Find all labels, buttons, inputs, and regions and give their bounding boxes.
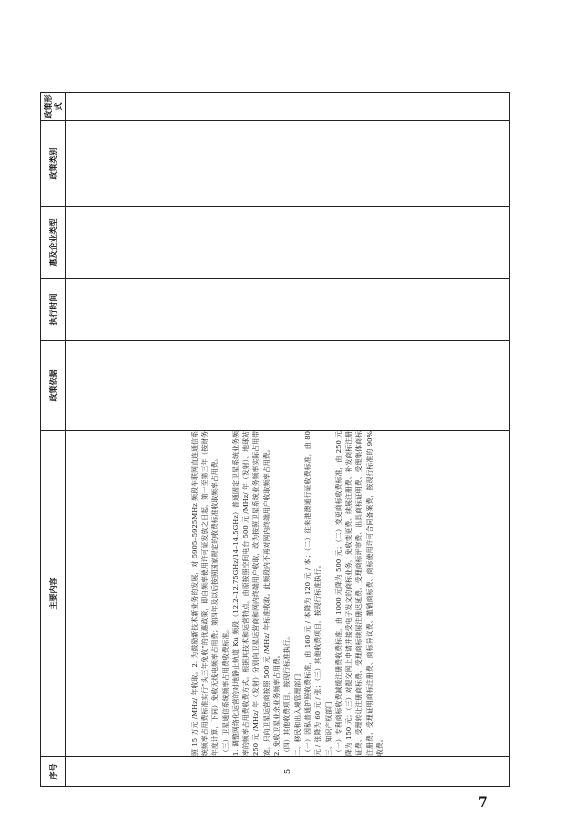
main-paragraph: 2. 免收卫星业余业务频率占用费。 xyxy=(273,651,282,756)
main-paragraph: 1. 调整网络化运营的对地静止轨道 Ku 频段（12.2–12.75GHz/14–14.5GHz）普通固定卫星系统业务频率的频率占用费收费方式。根据其技术和运营特点，由原按照空间电台 500 元 /MHz/ 年（发射）、地球站 250 元 /MHz/ 年（发射）分别向卫星运营商和网内终端用户收取，改为按照卫星系统业务频率实际占用带宽，只向卫星运营商按照 500 元 /MHz/ 年标准收取。此频段内不再对网内终端用户收取频率占用费。 xyxy=(231,431,271,756)
main-paragraph: 三、知识产权部门 xyxy=(324,701,333,756)
main-paragraph: 二、移民和出入境管理部门 xyxy=(293,673,302,756)
header-enterprise-type: 惠及企业类型 xyxy=(41,207,66,279)
row-number: 5 xyxy=(66,757,510,787)
header-main-content: 主要内容 xyxy=(41,431,66,757)
header-index: 序号 xyxy=(41,757,66,787)
main-content-cell xyxy=(66,431,510,757)
header-policy-category: 政策类别 xyxy=(41,121,66,207)
policy-table xyxy=(40,92,510,787)
policy-basis-cell xyxy=(66,341,510,431)
policy-table-rotated xyxy=(40,93,510,787)
table-header-row xyxy=(41,93,66,787)
main-paragraph: （四）其他收费项目，按现行标准执行。 xyxy=(283,632,292,756)
page-number: 7 xyxy=(478,795,488,811)
main-paragraph: （三）卫星通信系统频率占用费收费标准。 xyxy=(221,625,230,756)
table-row xyxy=(66,93,510,787)
enterprise-type-cell xyxy=(66,207,510,279)
header-policy-form: 政策形式 xyxy=(41,93,66,121)
policy-form-cell xyxy=(66,93,510,121)
main-paragraph: （一）因私普通护照收费标准，由 160 元 / 本降为 120 元 / 本；（二）往来港澳通行证收费标准，由 80 元 / 张降为 60 元 / 张；（三）其他收费项目，按现行标准执行。 xyxy=(303,431,323,756)
main-paragraph: （一）专利商标收费减缓注册费收费标准，由 1000 元降为 500 元；（二）变更商标收费标准，由 250 元降为 150 元；（三）对提交网上申请并接受电子发文的商标业务，免收变更费、续展注册费、补发商标注册证费、受理转让注册商标费、受理商标续展注册迟延费、受理商标评审费、出具商标证明费、受理集体商标注册费、受理证明商标注册费、商标异议费、撤销商标费、商标使用许可合同备案费，按现行标准的 90% 收费。 xyxy=(334,431,385,756)
main-paragraph: 照 15 万元 /MHz/ 年收取。2. 为鼓励新技术新业务的发展，对 5905–5925MHz 频段车联网直连通信系统频率占用费标准实行“头三年免收”的优惠政策，即自频率使用许可证发放之日起，第一至第三年（按财务年度计算，下同）免收无线电频率占用费；第四年及以后按照国家规定的收费标准收取频率占用费。 xyxy=(190,431,220,756)
policy-category-cell xyxy=(66,121,510,207)
execution-time-cell xyxy=(66,279,510,341)
header-policy-basis: 政策依据 xyxy=(41,341,66,431)
header-execution-time: 执行时间 xyxy=(41,279,66,341)
